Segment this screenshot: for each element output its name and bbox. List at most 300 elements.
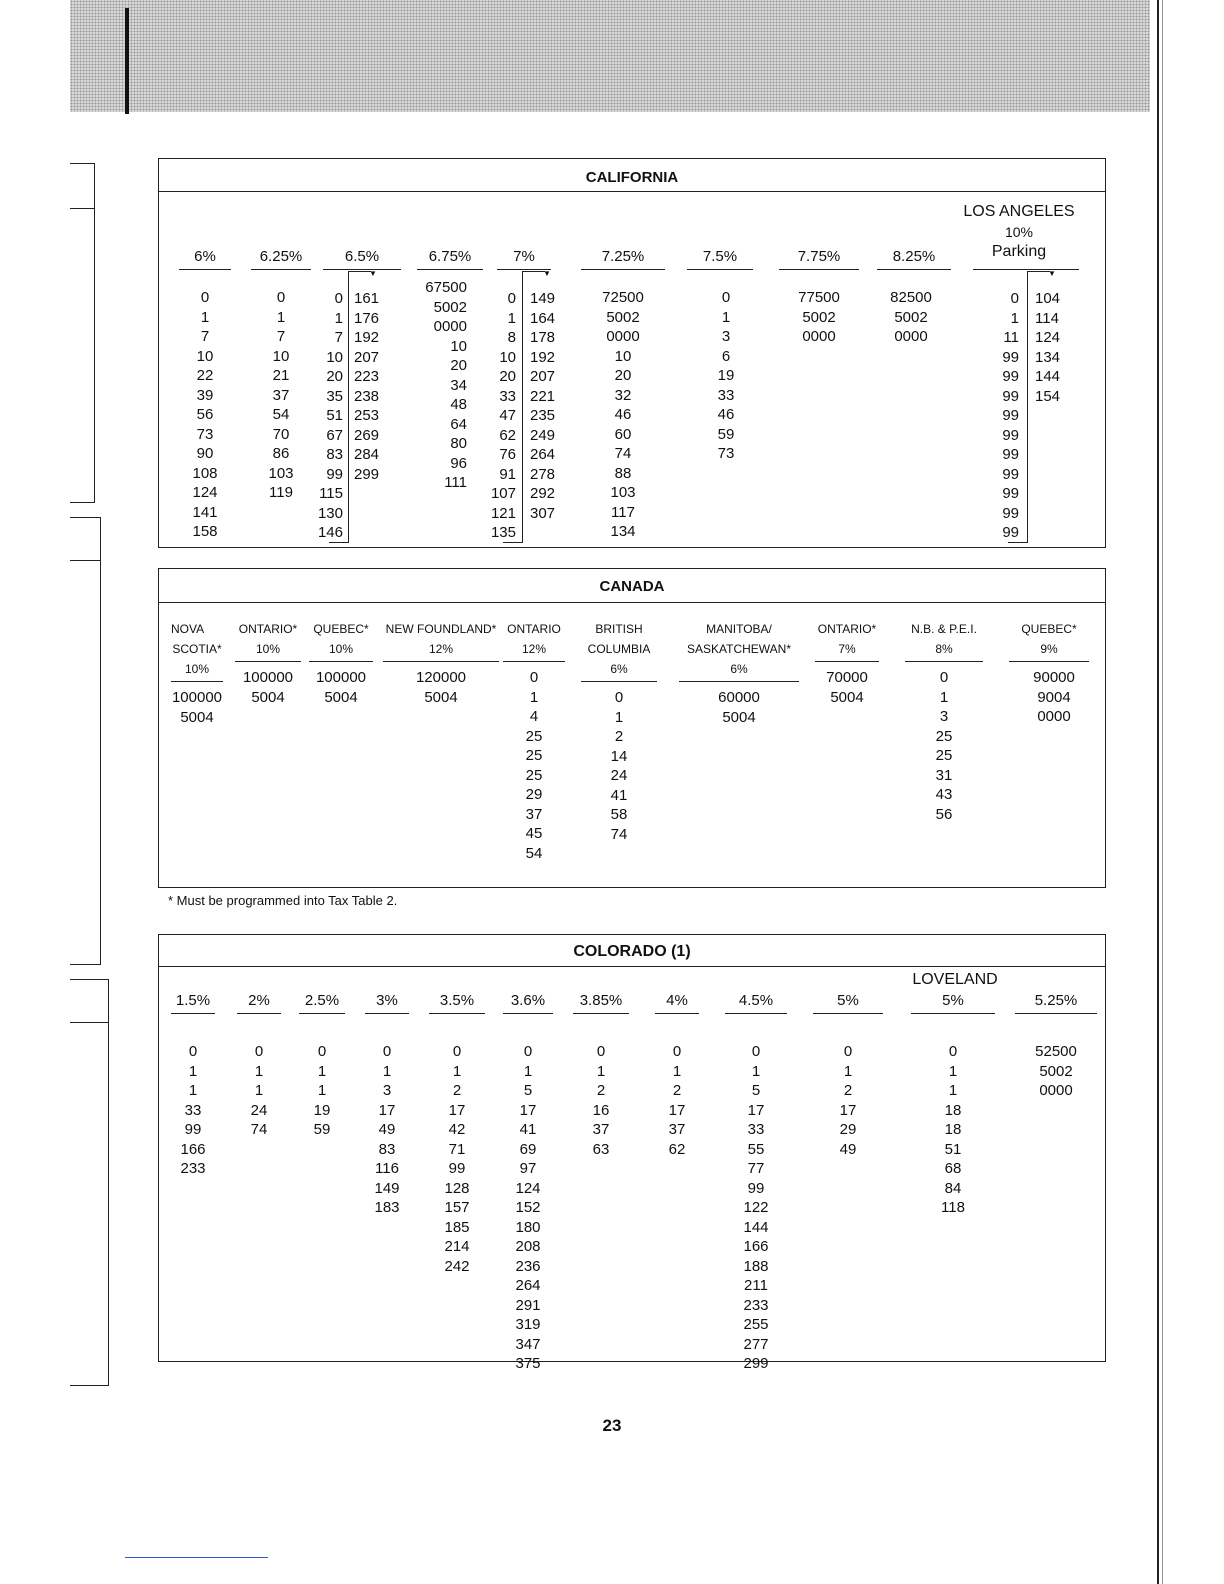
header-rule	[905, 661, 983, 662]
cell: 17	[839, 1101, 857, 1119]
cell: 77500	[798, 289, 840, 306]
rate-header: 1.5%	[175, 992, 211, 1009]
province-header: COLUMBIA	[587, 642, 651, 656]
cell: 236	[515, 1257, 541, 1275]
cell: 5004	[180, 708, 214, 726]
cell: 33	[717, 386, 735, 404]
cell: 5004	[324, 688, 358, 706]
cell: 99	[326, 465, 343, 483]
cell: 5002	[894, 308, 928, 326]
cell: 10	[450, 337, 467, 355]
rate-header: 3.85%	[579, 992, 623, 1009]
cell: 80	[450, 435, 467, 452]
rate-header: 2%	[248, 992, 270, 1009]
rate-header: 7.25%	[601, 248, 645, 265]
can-col-nova-scotia	[171, 619, 223, 727]
cell: 46	[717, 406, 735, 423]
co-col-4-5	[725, 991, 787, 1374]
rate-header: 10%	[184, 662, 210, 676]
bracket-cap	[503, 542, 523, 543]
cell: 149	[530, 290, 556, 307]
column-values	[911, 1042, 995, 1218]
header-rule	[1009, 661, 1089, 662]
margin-tab	[70, 979, 109, 1386]
column-values	[655, 1042, 699, 1159]
cell: 1	[254, 1062, 264, 1080]
column-values	[987, 289, 1019, 543]
header-rule	[779, 269, 859, 270]
cell: 99	[1002, 465, 1019, 483]
cell: 74	[610, 825, 628, 843]
cell: 124	[515, 1179, 541, 1197]
bottom-rule	[125, 1557, 268, 1558]
cell: 3	[382, 1082, 392, 1099]
cell: 221	[530, 387, 556, 405]
cell: 99	[1002, 524, 1019, 541]
cell: 90000	[1033, 669, 1075, 686]
header-rule	[251, 269, 311, 270]
cell: 124	[1035, 329, 1061, 346]
header-rule	[365, 1013, 409, 1014]
cell: 99	[1002, 504, 1019, 522]
cell: 0000	[1039, 1082, 1073, 1099]
cell: 152	[515, 1199, 541, 1216]
cell: 9004	[1037, 688, 1071, 706]
cell: 56	[935, 805, 953, 823]
california-title: CALIFORNIA	[585, 169, 679, 186]
cell: 0	[751, 1043, 761, 1060]
co-col-5-25	[1015, 991, 1097, 1101]
cell: 52500	[1035, 1043, 1077, 1060]
header-rule	[171, 681, 223, 682]
column-values	[503, 668, 565, 863]
cell: 58	[610, 806, 628, 823]
cell: 122	[743, 1199, 769, 1216]
cell: 120000	[415, 669, 467, 686]
cell: 20	[450, 357, 467, 374]
cell: 35	[326, 387, 343, 405]
cell: 1	[200, 308, 210, 326]
cell: 114	[1035, 309, 1059, 327]
cell: 2	[843, 1082, 853, 1099]
cell: 0000	[1037, 708, 1071, 725]
cell: 128	[444, 1179, 470, 1197]
co-col-loveland-5	[911, 991, 995, 1218]
cell: 54	[272, 406, 290, 423]
cell: 68	[944, 1160, 962, 1177]
rate-header: 6%	[194, 248, 216, 265]
cell: 117	[611, 503, 635, 521]
can-col-quebec-9	[1009, 619, 1089, 727]
rate-header: 8%	[935, 642, 953, 656]
cell: 49	[839, 1140, 857, 1158]
cell: 5002	[802, 308, 836, 326]
cell: 51	[944, 1140, 962, 1158]
cell: 73	[717, 445, 735, 462]
cell: 63	[592, 1140, 610, 1158]
can-col-manitoba	[679, 619, 799, 727]
cell: 238	[354, 387, 380, 405]
cell: 0	[596, 1043, 606, 1060]
cell: 104	[1035, 290, 1061, 307]
header-rule	[573, 1013, 629, 1014]
cell: 99	[1002, 446, 1019, 463]
co-col-3-85	[573, 991, 629, 1159]
rate-header: 12%	[428, 642, 454, 656]
cell: 264	[530, 446, 556, 463]
ca-col-8-25	[877, 247, 951, 347]
la-header-line: 10%	[1004, 224, 1034, 240]
cell: 21	[272, 367, 290, 384]
cell: 0	[200, 289, 210, 306]
province-header: ONTARIO*	[238, 622, 298, 636]
cell: 0	[523, 1043, 533, 1060]
margin-tab	[70, 517, 101, 965]
cell: 347	[515, 1335, 541, 1353]
cell: 24	[250, 1101, 268, 1119]
cell: 18	[944, 1121, 962, 1138]
column-values	[1009, 668, 1089, 727]
province-header: NOVA	[171, 622, 205, 636]
column-values	[573, 1042, 629, 1159]
can-col-british-columbia	[581, 619, 657, 844]
cell: 1	[188, 1062, 198, 1080]
cell: 2	[672, 1082, 682, 1099]
cell: 144	[1035, 368, 1061, 385]
cell: 108	[192, 464, 218, 482]
footnote: * Must be programmed into Tax Table 2.	[168, 893, 398, 908]
cell: 69	[519, 1140, 537, 1158]
rate-header: 7.75%	[797, 248, 841, 265]
column-values	[171, 688, 223, 727]
header-rule	[815, 661, 879, 662]
cell: 5	[523, 1082, 533, 1099]
cell: 5002	[1039, 1062, 1073, 1080]
margin-tab	[70, 163, 95, 503]
cell: 19	[717, 367, 735, 384]
cell: 1	[721, 308, 731, 326]
cell: 17	[519, 1101, 537, 1119]
column-values	[503, 1042, 553, 1374]
bracket-cap	[1008, 542, 1028, 543]
co-col-3-5	[429, 991, 485, 1276]
cell: 0	[721, 289, 731, 306]
cell: 20	[499, 368, 516, 385]
cell: 88	[614, 464, 632, 482]
ca-col-la-b	[1035, 271, 1075, 406]
header-rule	[309, 661, 373, 662]
can-col-ontario-7	[815, 619, 879, 707]
cell: 134	[1035, 348, 1061, 366]
cell: 64	[450, 415, 467, 433]
column-values	[687, 288, 753, 464]
header-rule	[503, 661, 565, 662]
cell: 99	[448, 1160, 466, 1177]
page-edge-shadow	[1162, 0, 1163, 1584]
cell: 1	[382, 1062, 392, 1080]
rate-header: 6%	[730, 662, 748, 676]
cell: 48	[450, 396, 467, 413]
page-number: 23	[602, 1416, 622, 1435]
canada-title: CANADA	[599, 578, 665, 595]
cell: 144	[743, 1218, 769, 1236]
cell: 5004	[830, 688, 864, 706]
co-col-3-6	[503, 991, 553, 1374]
column-values	[815, 668, 879, 707]
cell: 154	[1035, 387, 1061, 405]
cell: 166	[180, 1140, 206, 1158]
cell: 1	[948, 1082, 958, 1099]
cell: 2	[596, 1082, 606, 1099]
province-header: SASKATCHEWAN*	[686, 642, 791, 656]
cell: 10	[272, 347, 290, 365]
cell: 1	[317, 1082, 327, 1099]
cell: 161	[354, 290, 380, 307]
cell: 116	[375, 1160, 399, 1177]
cell: 253	[354, 407, 380, 424]
cell: 17	[668, 1101, 686, 1119]
colorado-table	[158, 934, 1106, 1372]
cell: 1	[452, 1062, 462, 1080]
bracket-cap	[329, 542, 349, 543]
cell: 0	[1010, 290, 1019, 307]
cell: 5002	[606, 308, 640, 326]
header-rule	[973, 269, 1079, 270]
rate-header: 4.5%	[738, 992, 774, 1009]
cell: 33	[499, 387, 516, 405]
cell: 54	[525, 844, 543, 862]
cell: 49	[378, 1121, 396, 1138]
header-rule	[679, 681, 799, 682]
ca-col-la-a	[987, 271, 1019, 543]
ca-col-la	[973, 267, 1079, 270]
cell: 149	[374, 1179, 400, 1197]
ca-col-7-a	[485, 271, 516, 543]
cell: 118	[941, 1199, 965, 1216]
cell: 319	[515, 1316, 541, 1333]
la-header-line: LOS ANGELES	[963, 203, 1075, 220]
co-col-2	[237, 991, 281, 1140]
column-values	[315, 289, 343, 543]
can-col-ontario-10	[235, 619, 301, 707]
cell: 32	[614, 386, 632, 404]
cell: 375	[515, 1355, 541, 1372]
cell: 0	[254, 1043, 264, 1060]
cell: 1	[317, 1062, 327, 1080]
colorado-title: COLORADO (1)	[573, 943, 691, 960]
cell: 60	[614, 425, 632, 443]
cell: 130	[317, 504, 343, 522]
title-rule	[159, 191, 1105, 192]
cell: 1	[276, 308, 286, 326]
ca-col-6-75	[417, 247, 483, 493]
cell: 56	[196, 406, 214, 423]
cell: 24	[610, 767, 628, 784]
cell: 100000	[315, 669, 367, 686]
canada-table	[158, 568, 1106, 888]
cell: 6	[721, 347, 731, 365]
cell: 62	[668, 1140, 686, 1158]
california-table	[158, 158, 1106, 548]
ca-col-6-25	[251, 247, 311, 503]
cell: 0	[382, 1043, 392, 1060]
cell: 10	[499, 348, 516, 366]
cell: 100000	[171, 689, 223, 706]
cell: 192	[530, 348, 556, 366]
cell: 45	[525, 825, 543, 842]
cell: 119	[269, 484, 293, 501]
cell: 43	[935, 786, 953, 803]
cell: 84	[944, 1179, 962, 1197]
cell: 3	[721, 328, 731, 345]
rate-header: 2.5%	[304, 992, 340, 1009]
cell: 16	[592, 1101, 610, 1119]
ca-col-7-75	[779, 247, 859, 347]
la-header	[959, 202, 1079, 262]
cell: 70000	[826, 669, 868, 686]
cell: 291	[515, 1296, 541, 1314]
column-values	[877, 288, 951, 347]
column-values	[1035, 289, 1075, 406]
cell: 37	[272, 386, 290, 404]
column-values	[485, 289, 516, 543]
rate-header: 6%	[610, 662, 628, 676]
header-rule	[429, 1013, 485, 1014]
header-rule	[655, 1013, 699, 1014]
rate-header: 5%	[942, 992, 964, 1009]
header-rule	[877, 269, 951, 270]
cell: 0	[948, 1043, 958, 1060]
province-header: ONTARIO*	[817, 622, 877, 636]
cell: 41	[610, 786, 628, 804]
cell: 17	[448, 1101, 466, 1119]
header-rule	[503, 1013, 553, 1014]
loveland-label: LOVELAND	[912, 971, 998, 988]
cell: 1	[948, 1062, 958, 1080]
column-values	[309, 668, 373, 707]
header-rule	[383, 661, 499, 662]
cell: 124	[192, 484, 218, 501]
column-values	[237, 1042, 281, 1140]
cell: 255	[743, 1316, 769, 1333]
cell: 115	[319, 485, 343, 502]
cell: 74	[614, 445, 632, 462]
co-col-3	[365, 991, 409, 1218]
cell: 82500	[890, 289, 932, 306]
co-col-2-5	[299, 991, 345, 1140]
cell: 67	[326, 426, 343, 444]
ca-col-7-25	[581, 247, 665, 542]
cell: 7	[200, 328, 210, 345]
cell: 72500	[602, 289, 644, 306]
cell: 76	[499, 446, 516, 463]
province-header: N.B. & P.E.I.	[911, 622, 977, 636]
rate-header: 5.25%	[1034, 992, 1078, 1009]
cell: 96	[450, 454, 467, 472]
cell: 90	[196, 445, 214, 462]
cell: 192	[354, 329, 380, 346]
cell: 134	[610, 523, 636, 540]
cell: 83	[378, 1140, 396, 1158]
cell: 99	[184, 1121, 202, 1138]
ca-col-7-5	[687, 247, 753, 464]
cell: 2	[452, 1082, 462, 1099]
cell: 233	[180, 1160, 206, 1177]
cell: 7	[276, 328, 286, 345]
cell: 25	[935, 747, 953, 764]
cell: 17	[747, 1101, 765, 1119]
rate-header: 9%	[1040, 642, 1058, 656]
cell: 99	[1002, 485, 1019, 502]
can-col-nb-pei	[905, 619, 983, 824]
cell: 100000	[242, 669, 294, 686]
cell: 31	[935, 766, 953, 784]
column-values	[581, 688, 657, 844]
cell: 235	[530, 407, 556, 424]
cell: 1	[188, 1082, 198, 1099]
cell: 3	[939, 708, 949, 725]
rate-header: 6.75%	[428, 248, 472, 265]
cell: 1	[254, 1082, 264, 1099]
header-rule	[179, 269, 231, 270]
cell: 99	[1002, 348, 1019, 366]
co-col-5	[813, 991, 883, 1159]
column-values	[365, 1042, 409, 1218]
cell: 166	[743, 1238, 769, 1255]
cell: 164	[530, 309, 556, 327]
cell: 214	[444, 1238, 470, 1255]
province-header: NEW FOUNDLAND*	[385, 622, 497, 636]
header-band	[70, 0, 1150, 112]
cell: 0	[507, 290, 516, 307]
cell: 25	[935, 727, 953, 745]
cell: 33	[747, 1121, 765, 1138]
title-rule	[159, 966, 1105, 967]
cell: 86	[272, 445, 290, 462]
rate-header: 6.5%	[344, 248, 380, 265]
cell: 178	[530, 329, 556, 346]
la-header-line: Parking	[991, 243, 1047, 260]
title-rule	[159, 602, 1105, 603]
cell: 10	[614, 347, 632, 365]
cell: 1	[334, 309, 343, 327]
cell: 47	[499, 407, 516, 424]
cell: 97	[519, 1160, 537, 1177]
column-values	[179, 288, 231, 542]
cell: 34	[450, 376, 467, 394]
rate-header: 10%	[255, 642, 281, 656]
province-header: QUEBEC*	[313, 622, 369, 636]
column-values	[429, 1042, 485, 1276]
cell: 158	[192, 523, 218, 540]
cell: 0	[614, 689, 624, 706]
cell: 211	[744, 1277, 768, 1294]
cell: 5	[751, 1082, 761, 1099]
cell: 83	[326, 446, 343, 463]
column-values	[235, 668, 301, 707]
rate-header: 3%	[376, 992, 398, 1009]
cell: 307	[530, 504, 556, 522]
cell: 141	[192, 503, 218, 521]
column-values	[383, 668, 499, 707]
header-rule	[171, 1013, 215, 1014]
province-header: MANITOBA/	[706, 622, 772, 636]
cell: 0	[276, 289, 286, 306]
cell: 0	[188, 1043, 198, 1060]
cell: 99	[1002, 426, 1019, 444]
province-header: ONTARIO	[507, 622, 561, 636]
ca-col-6	[179, 247, 231, 542]
